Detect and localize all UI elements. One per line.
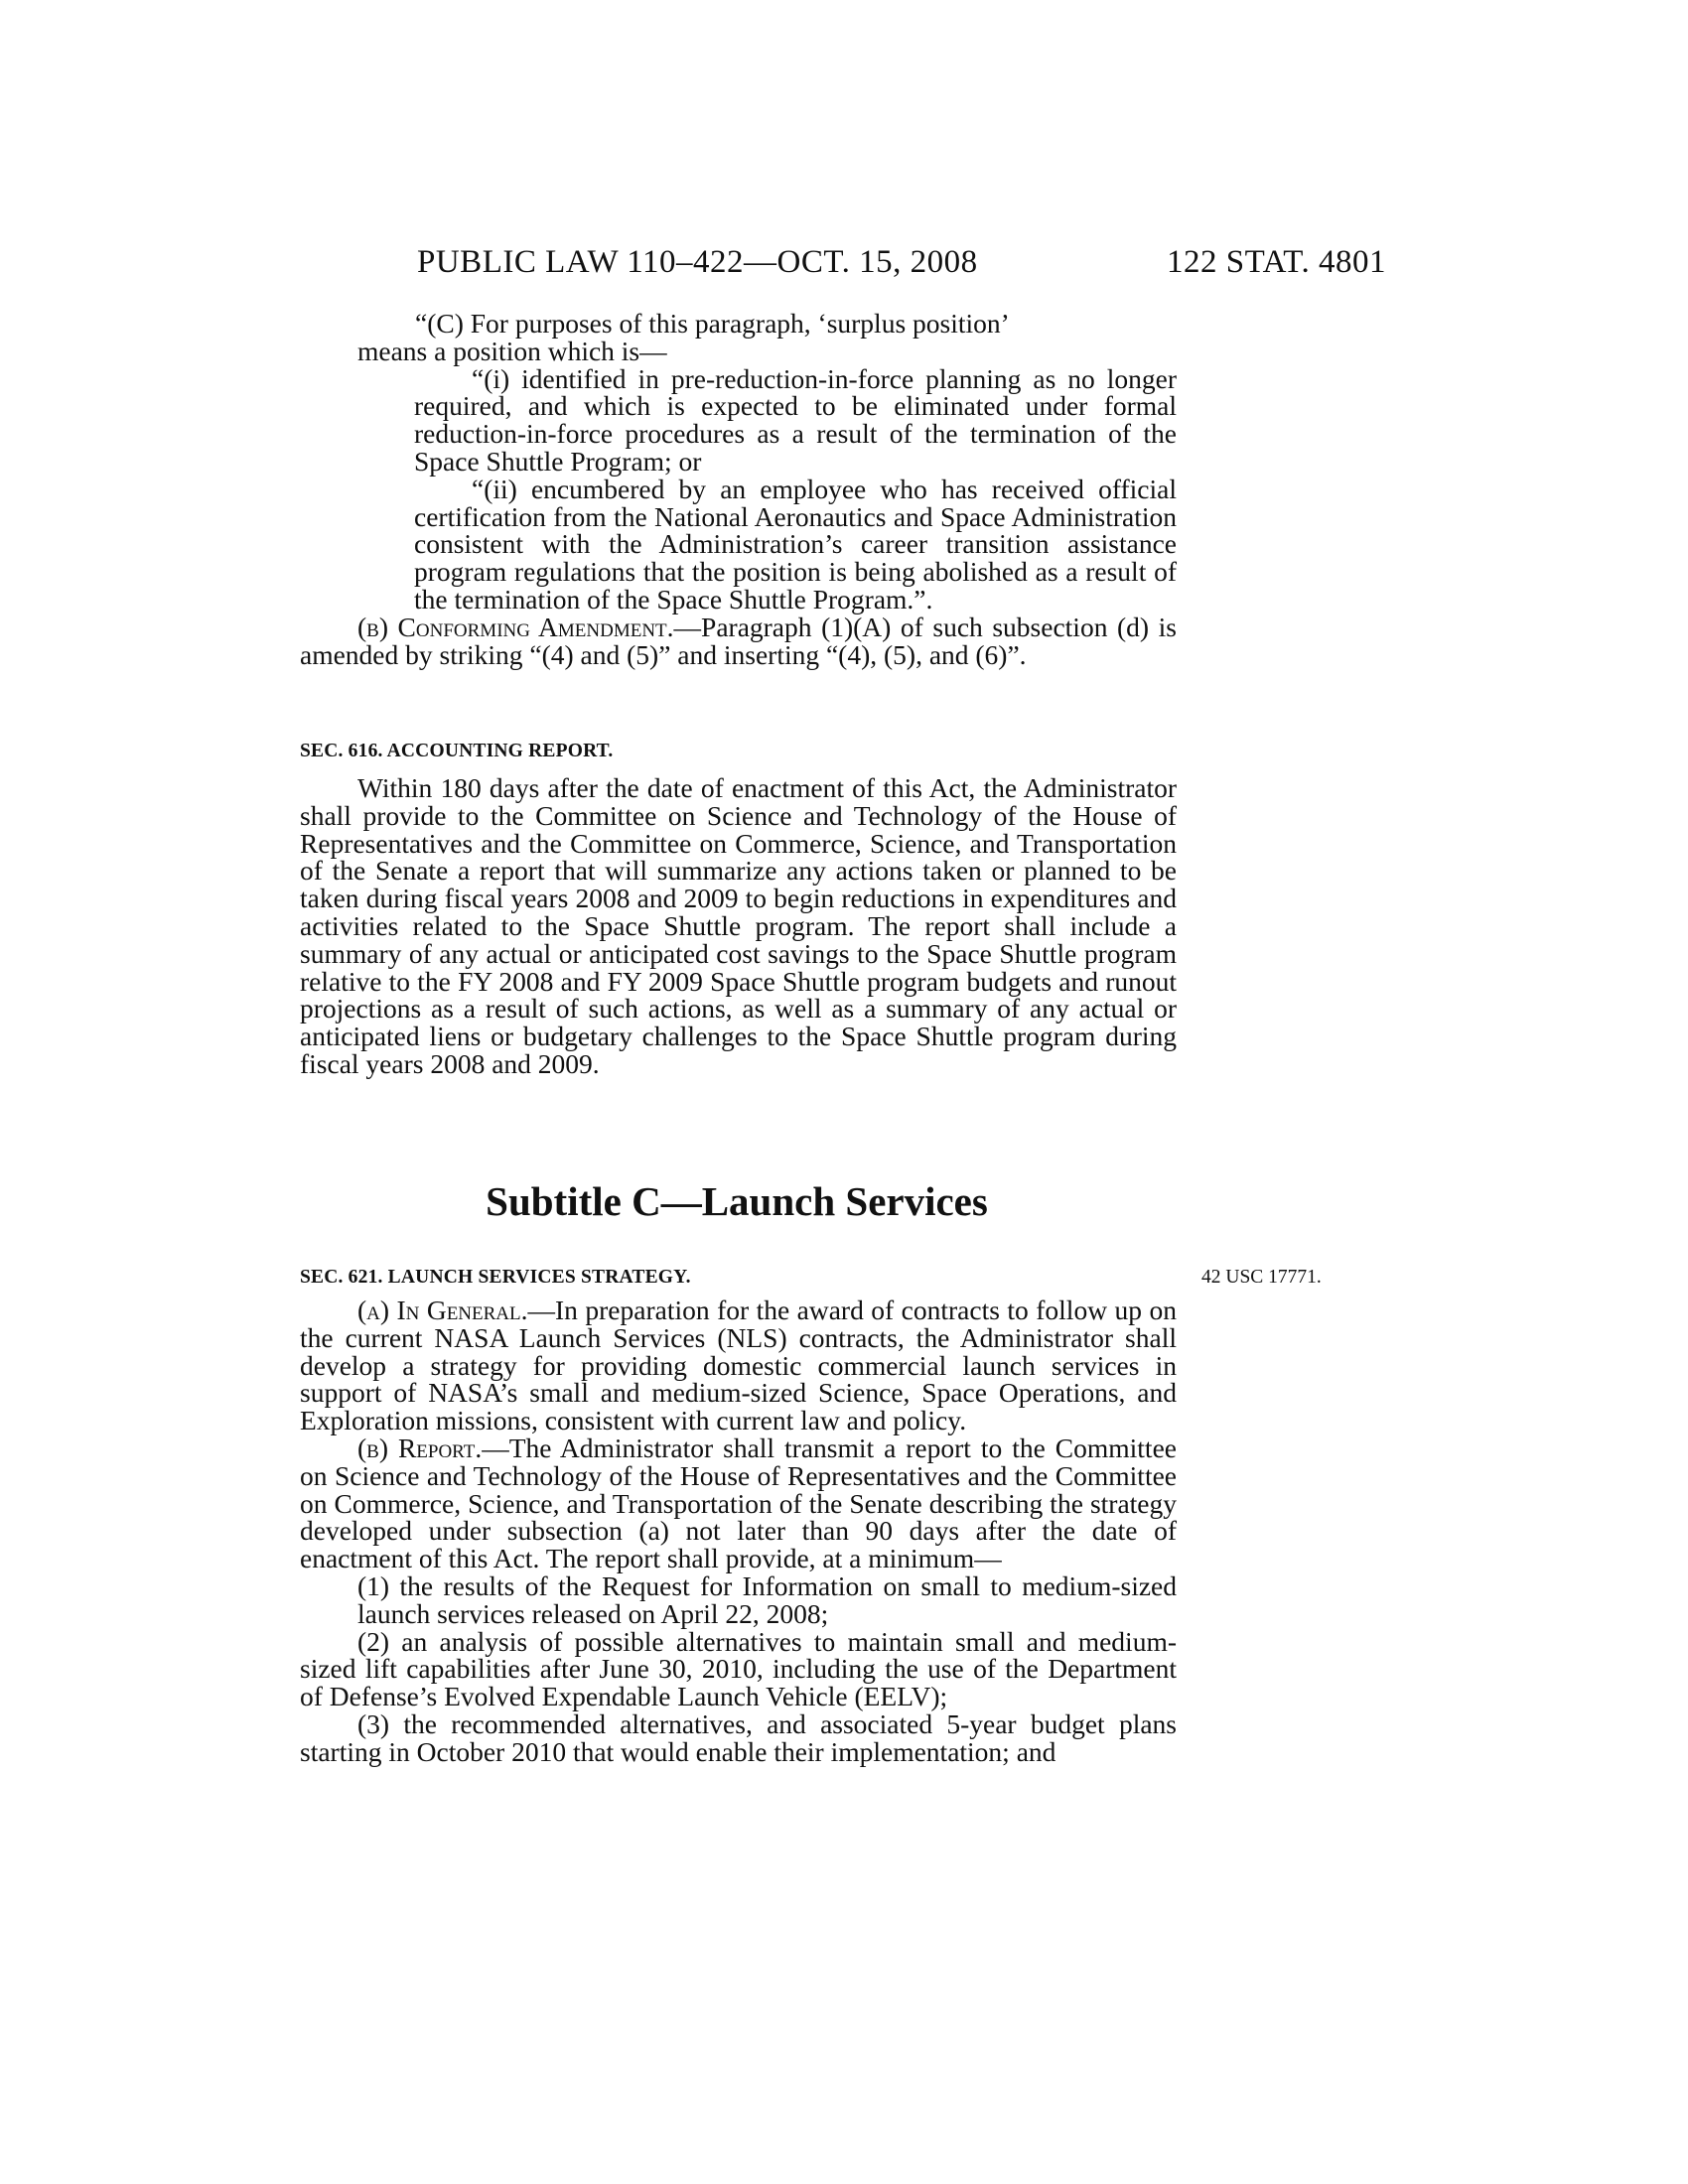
subsection-b-conforming-amendment	[300, 611, 1177, 670]
page-number: 122 STAT. 4801	[1167, 244, 1387, 280]
subsection-b-report-text: —The Administrator shall transmit a report to the Committee on Science and Technology of the House of Representatives and the Committee on Commerce, Science, and Transportation of the Senate describing the strategy developed under subsection (a) not later than 90 days after the date of enactment of this Act. The report shall provide, at a minimum—	[300, 1432, 1177, 1574]
report-item-2: (2) an analysis of possible alternatives to maintain small and medium-sized lift capabilities after June 30, 2010, including the use of the Department of Defense’s Evolved Expendable Launch Vehicle (EELV);	[300, 1625, 1177, 1712]
subsection-b-label: (b) Conforming Amendment.	[357, 611, 674, 642]
surplus-position-definition	[300, 310, 1177, 668]
report-item-1-text: (1) the results of the Request for Information on small to medium-sized launch services released on April 22, 2008;	[357, 1570, 1177, 1629]
clause-i: “(i) identified in pre-reduction-in-force planning as no longer required, and which is expected to be eliminated under formal reduction-in-force procedures as a result of the termination of the Space Shuttle Program; or	[414, 362, 1177, 477]
paragraph-c-lead: “(C) For purposes of this paragraph, ‘surplus position’	[415, 308, 1010, 339]
subsection-b-text: —Paragraph (1)(A) of such subsection (d) is amended by striking “(4) and (5)” and inserting “(4), (5), and (6)”.	[300, 611, 1177, 670]
paragraph-c-continuation	[300, 335, 1177, 366]
subsection-a-text: —In preparation for the award of contracts to follow up on the current NASA Launch Services (NLS) contracts, the Administrator shall develop a strategy for providing domestic commercial launch services in support of NASA’s small and medium-sized Science, Space Operations, and Exploration missions, consistent with current law and policy.	[300, 1295, 1177, 1436]
clause-ii: “(ii) encumbered by an employee who has received official certification from the National Aeronautics and Space Administration consistent with the Administration’s career transition assistance program regulations that the position is being abolished as a result of the termination of the Space Shuttle Program.”.	[414, 473, 1177, 614]
running-header-title: PUBLIC LAW 110–422—OCT. 15, 2008	[417, 244, 978, 280]
sec-616-heading: SEC. 616. ACCOUNTING REPORT.	[300, 741, 614, 761]
subsection-b-report-label: (b) Report.	[357, 1432, 483, 1463]
report-item-3: (3) the recommended alternatives, and associated 5-year budget plans starting in October 2010 that would enable their implementation; and	[300, 1707, 1177, 1767]
paragraph-c-continuation-text: means a position which is—	[357, 335, 667, 366]
sec-616-body	[300, 774, 1177, 1078]
subsection-a-in-general	[300, 1297, 1177, 1434]
report-item-1	[300, 1572, 1177, 1628]
sec-616-paragraph: Within 180 days after the date of enactment of this Act, the Administrator shall provide to the Committee on Science and Technology of the House of Representatives and the Committee on Commerce, Science, and Transportation of the Senate a report that will summarize any actions taken or planned to be taken during fiscal years 2008 and 2009 to begin reductions in expenditures and activities related to the Space Shuttle program. The report shall include a summary of any actual or anticipated cost savings to the Space Shuttle program relative to the FY 2008 and FY 2009 Space Shuttle program budgets and runout projections as a result of such actions, as well as a summary of any actual or anticipated liens or budgetary challenges to the Space Shuttle program during fiscal years 2008 and 2009.	[300, 772, 1177, 1079]
subsection-b-report	[300, 1434, 1177, 1572]
subtitle-heading: Subtitle C—Launch Services	[486, 1178, 988, 1224]
sec-621-heading: SEC. 621. LAUNCH SERVICES STRATEGY.	[300, 1267, 691, 1288]
sec-621-body	[300, 1297, 1177, 1766]
usc-margin-note: 42 USC 17771.	[1201, 1267, 1322, 1288]
subsection-a-label: (a) In General.	[357, 1295, 528, 1325]
